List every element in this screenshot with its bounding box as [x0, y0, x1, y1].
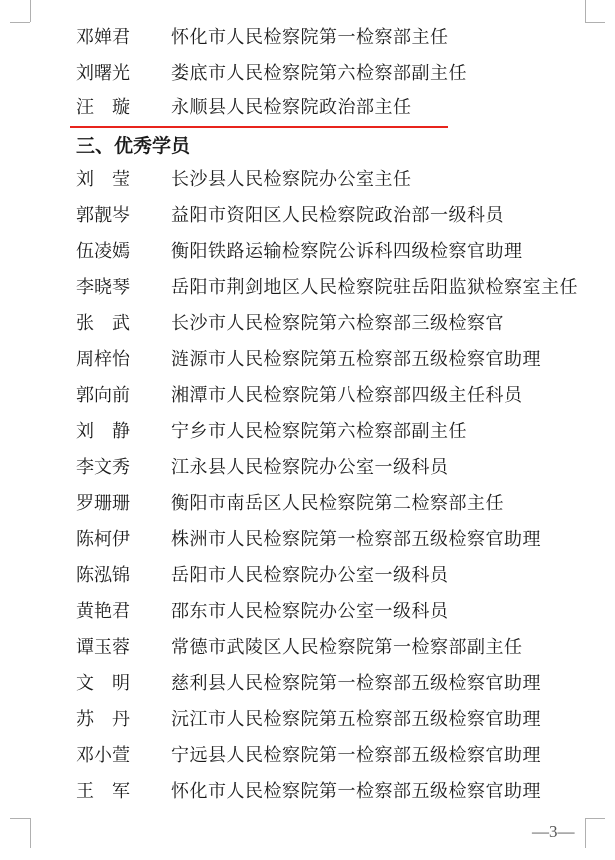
person-role: 宁乡市人民检察院第六检察部副主任 — [171, 421, 467, 442]
person-name: 李晓琴 — [76, 277, 130, 298]
person-name: 郭靓岑 — [76, 205, 130, 226]
list-item — [0, 702, 615, 738]
crop-mark-bottom-right-h — [585, 818, 605, 819]
list-item — [0, 414, 615, 450]
person-role: 岳阳市人民检察院办公室一级科员 — [171, 565, 449, 586]
list-item — [0, 522, 615, 558]
crop-mark-top-left — [30, 0, 31, 22]
person-role: 慈利县人民检察院第一检察部五级检察官助理 — [171, 673, 541, 694]
list-item — [0, 198, 615, 234]
crop-mark-bottom-left — [30, 818, 31, 848]
page-number: —3— — [532, 822, 575, 841]
list-item — [0, 20, 615, 56]
list-item — [0, 56, 615, 92]
person-role: 沅江市人民检察院第五检察部五级检察官助理 — [171, 709, 541, 730]
person-name: 王 军 — [76, 781, 130, 802]
person-role: 江永县人民检察院办公室一级科员 — [171, 457, 449, 478]
person-role: 益阳市资阳区人民检察院政治部一级科员 — [171, 205, 504, 226]
list-item — [0, 306, 615, 342]
person-name: 罗珊珊 — [76, 493, 130, 514]
list-item — [0, 558, 615, 594]
person-name: 谭玉蓉 — [76, 637, 130, 658]
person-name: 李文秀 — [76, 457, 130, 478]
person-role: 常德市武陵区人民检察院第一检察部副主任 — [171, 637, 523, 658]
crop-mark-top-right — [585, 0, 586, 22]
person-role: 邵东市人民检察院办公室一级科员 — [171, 601, 449, 622]
person-name: 邓婵君 — [76, 27, 130, 48]
person-role: 怀化市人民检察院第一检察部主任 — [171, 27, 449, 48]
person-role: 宁远县人民检察院第一检察部五级检察官助理 — [171, 745, 541, 766]
list-item — [0, 162, 615, 198]
person-role: 永顺县人民检察院政治部主任 — [171, 97, 412, 118]
person-role: 娄底市人民检察院第六检察部副主任 — [171, 63, 467, 84]
person-name: 邓小萱 — [76, 745, 130, 766]
list-item — [0, 90, 615, 126]
person-role: 衡阳市南岳区人民检察院第二检察部主任 — [171, 493, 504, 514]
crop-mark-bottom-right — [585, 818, 586, 848]
section-heading: 三、优秀学员 — [76, 135, 191, 157]
person-role: 衡阳铁路运输检察院公诉科四级检察官助理 — [171, 241, 523, 262]
person-name: 陈泓锦 — [76, 565, 130, 586]
person-name: 汪 璇 — [76, 97, 130, 118]
person-role: 岳阳市荆剑地区人民检察院驻岳阳监狱检察室主任 — [171, 277, 578, 298]
list-item — [0, 666, 615, 702]
list-item — [0, 450, 615, 486]
list-item — [0, 378, 615, 414]
person-role: 涟源市人民检察院第五检察部五级检察官助理 — [171, 349, 541, 370]
list-item — [0, 774, 615, 810]
person-name: 文 明 — [76, 673, 130, 694]
person-name: 张 武 — [76, 313, 130, 334]
list-item — [0, 594, 615, 630]
list-item — [0, 630, 615, 666]
person-name: 苏 丹 — [76, 709, 130, 730]
person-name: 黄艳君 — [76, 601, 130, 622]
person-name: 伍凌嫣 — [76, 241, 130, 262]
list-item — [0, 234, 615, 270]
person-role: 株洲市人民检察院第一检察部五级检察官助理 — [171, 529, 541, 550]
person-role: 湘潭市人民检察院第八检察部四级主任科员 — [171, 385, 523, 406]
person-name: 周梓怡 — [76, 349, 130, 370]
list-item — [0, 738, 615, 774]
person-name: 刘曙光 — [76, 63, 130, 84]
person-name: 刘 莹 — [76, 169, 130, 190]
list-item — [0, 486, 615, 522]
person-role: 怀化市人民检察院第一检察部五级检察官助理 — [171, 781, 541, 802]
person-role: 长沙市人民检察院第六检察部三级检察官 — [171, 313, 504, 334]
list-item — [0, 270, 615, 306]
person-name: 刘 静 — [76, 421, 130, 442]
list-item — [0, 342, 615, 378]
crop-mark-bottom-left-h — [10, 818, 30, 819]
person-role: 长沙县人民检察院办公室主任 — [171, 169, 412, 190]
person-name: 陈柯伊 — [76, 529, 130, 550]
person-name: 郭向前 — [76, 385, 130, 406]
